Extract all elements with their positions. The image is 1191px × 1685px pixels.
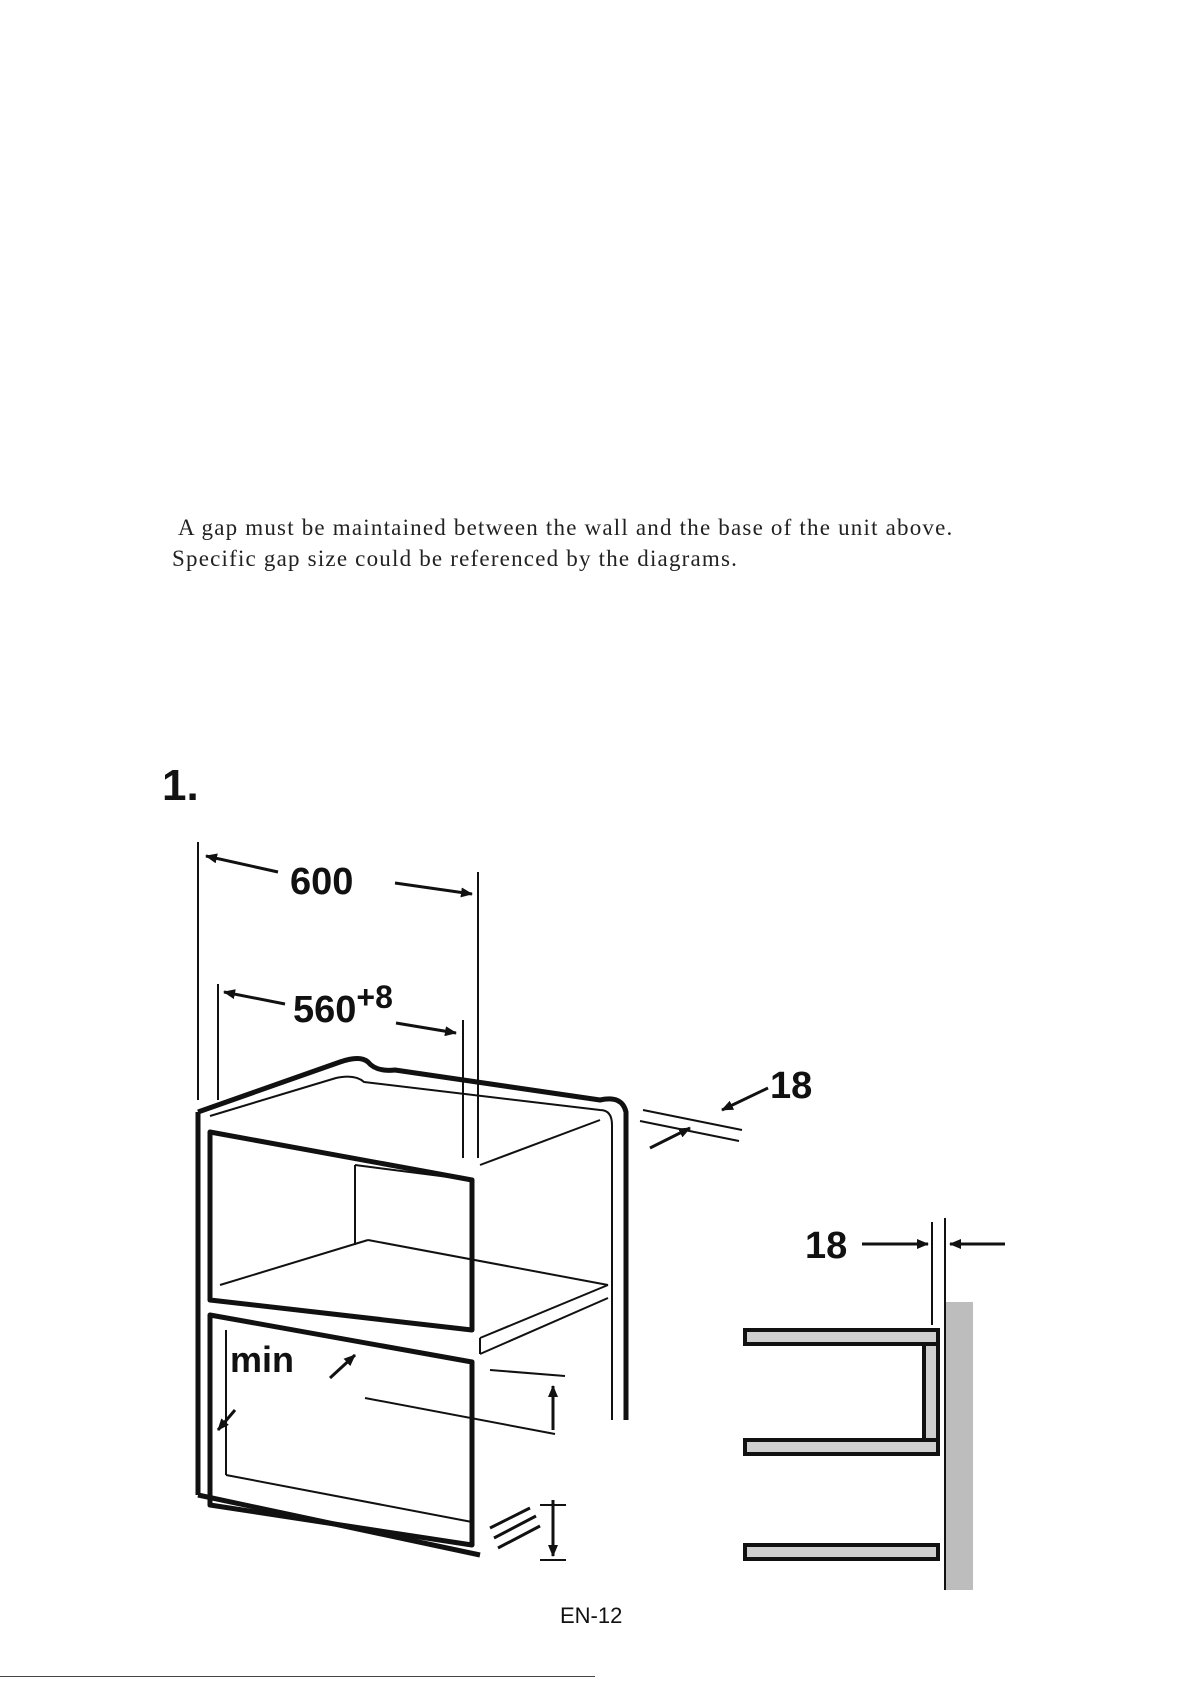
figure-number: 1. [162, 761, 199, 810]
arrow-left-icon [224, 992, 285, 1004]
arrow-up-right-icon [330, 1355, 355, 1378]
arrow-up-right-icon [650, 1128, 690, 1148]
arrow-left-icon [206, 856, 278, 872]
arrow-right-icon [396, 1023, 456, 1033]
min-label: min [230, 1339, 295, 1380]
dimension-18-label-top: 18 [770, 1065, 813, 1107]
dimension-600-label: 600 [290, 861, 354, 903]
intro-line-1: A gap must be maintained between the wall and the base of the unit above. [178, 515, 954, 540]
bottom-rule [0, 1676, 595, 1677]
dimension-18-label-side: 18 [805, 1225, 848, 1267]
intro-line-2: Specific gap size could be referenced by the diagrams. [172, 546, 739, 571]
label-mask [258, 1388, 363, 1404]
arrow-down-left-icon [722, 1088, 768, 1110]
arrow-right-icon [395, 883, 472, 894]
side-view-drawing [745, 1218, 1005, 1590]
dimension-560-label: $560^{+8}$ [293, 979, 393, 1031]
cabinet-drawing [198, 1059, 626, 1561]
page-number: EN-12 [560, 1603, 623, 1628]
dimension-18-panel [640, 1088, 768, 1148]
